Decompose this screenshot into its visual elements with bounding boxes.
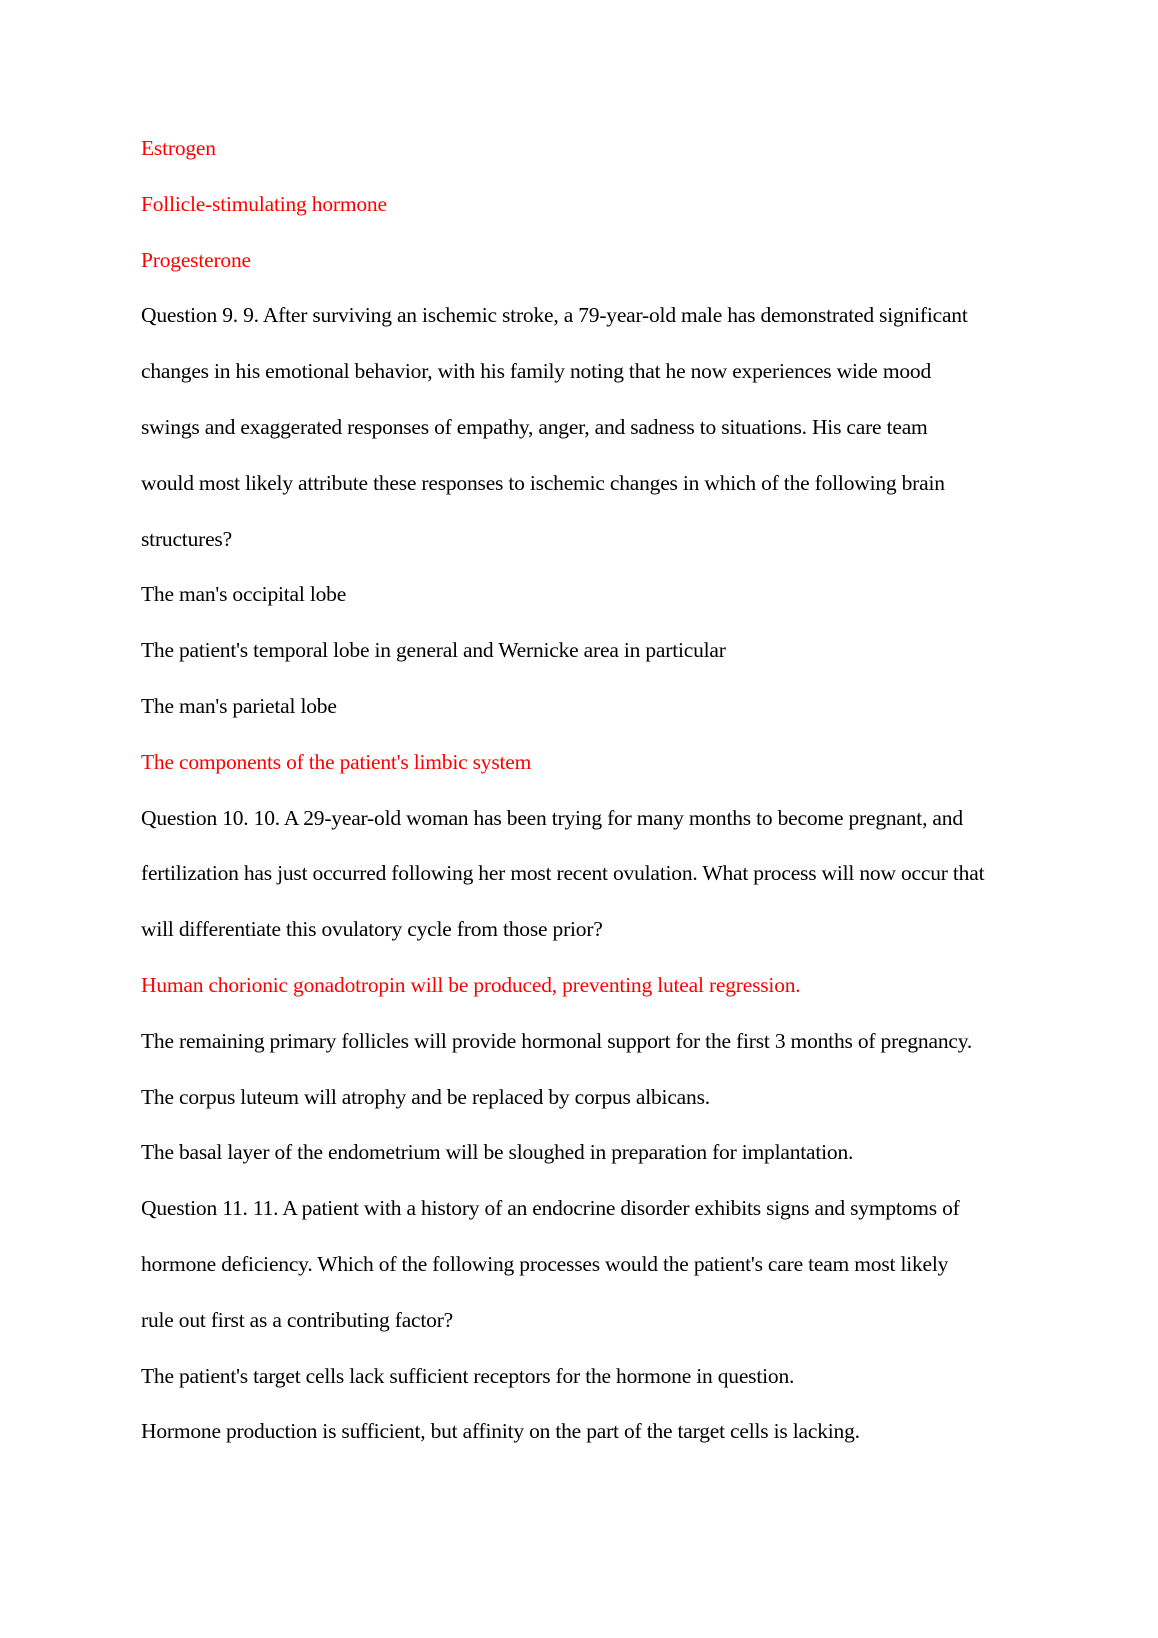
answer-option-correct: Progesterone [141, 247, 251, 272]
question-10-text: will differentiate this ovulatory cycle from those prior? [141, 917, 603, 942]
question-9-text: structures? [141, 526, 232, 551]
question-9-text: changes in his emotional behavior, with his family noting that he now experiences wide mood [141, 359, 931, 384]
answer-option: The man's parietal lobe [141, 693, 337, 718]
answer-option-correct: Estrogen [141, 136, 216, 160]
answer-option: The patient's target cells lack sufficient receptors for the hormone in question. [141, 1363, 795, 1388]
question-9-text: would most likely attribute these responses to ischemic changes in which of the following brain [141, 470, 945, 495]
answer-option: The man's occipital lobe [141, 582, 347, 607]
question-9-text: swings and exaggerated responses of empathy, anger, and sadness to situations. His care team [141, 414, 928, 439]
answer-option: Hormone production is sufficient, but affinity on the part of the target cells is lacking. [141, 1419, 860, 1444]
question-10-text: Question 10. 10. A 29-year-old woman has been trying for many months to become pregnant, and [141, 805, 963, 830]
question-9-text: Question 9. 9. After surviving an ischemic stroke, a 79-year-old male has demonstrated significant [141, 303, 968, 328]
document-body [141, 134, 1041, 1473]
answer-option: The remaining primary follicles will provide hormonal support for the first 3 months of pregnancy. [141, 1028, 973, 1053]
answer-option: The patient's temporal lobe in general and Wernicke area in particular [141, 638, 726, 663]
answer-option-correct: The components of the patient's limbic system [141, 749, 532, 774]
question-11-text: rule out first as a contributing factor? [141, 1307, 454, 1332]
question-11-text: Question 11. 11. A patient with a history of an endocrine disorder exhibits signs and symptoms of [141, 1196, 960, 1221]
answer-option-correct: Follicle-stimulating hormone [141, 191, 387, 216]
answer-option-correct: Human chorionic gonadotropin will be produced, preventing luteal regression. [141, 972, 801, 997]
answer-option: The basal layer of the endometrium will be sloughed in preparation for implantation. [141, 1140, 854, 1165]
question-10-text: fertilization has just occurred following her most recent ovulation. What process will now occur that [141, 861, 985, 886]
answer-option: The corpus luteum will atrophy and be replaced by corpus albicans. [141, 1084, 710, 1109]
question-11-text: hormone deficiency. Which of the following processes would the patient's care team most likely [141, 1251, 949, 1276]
